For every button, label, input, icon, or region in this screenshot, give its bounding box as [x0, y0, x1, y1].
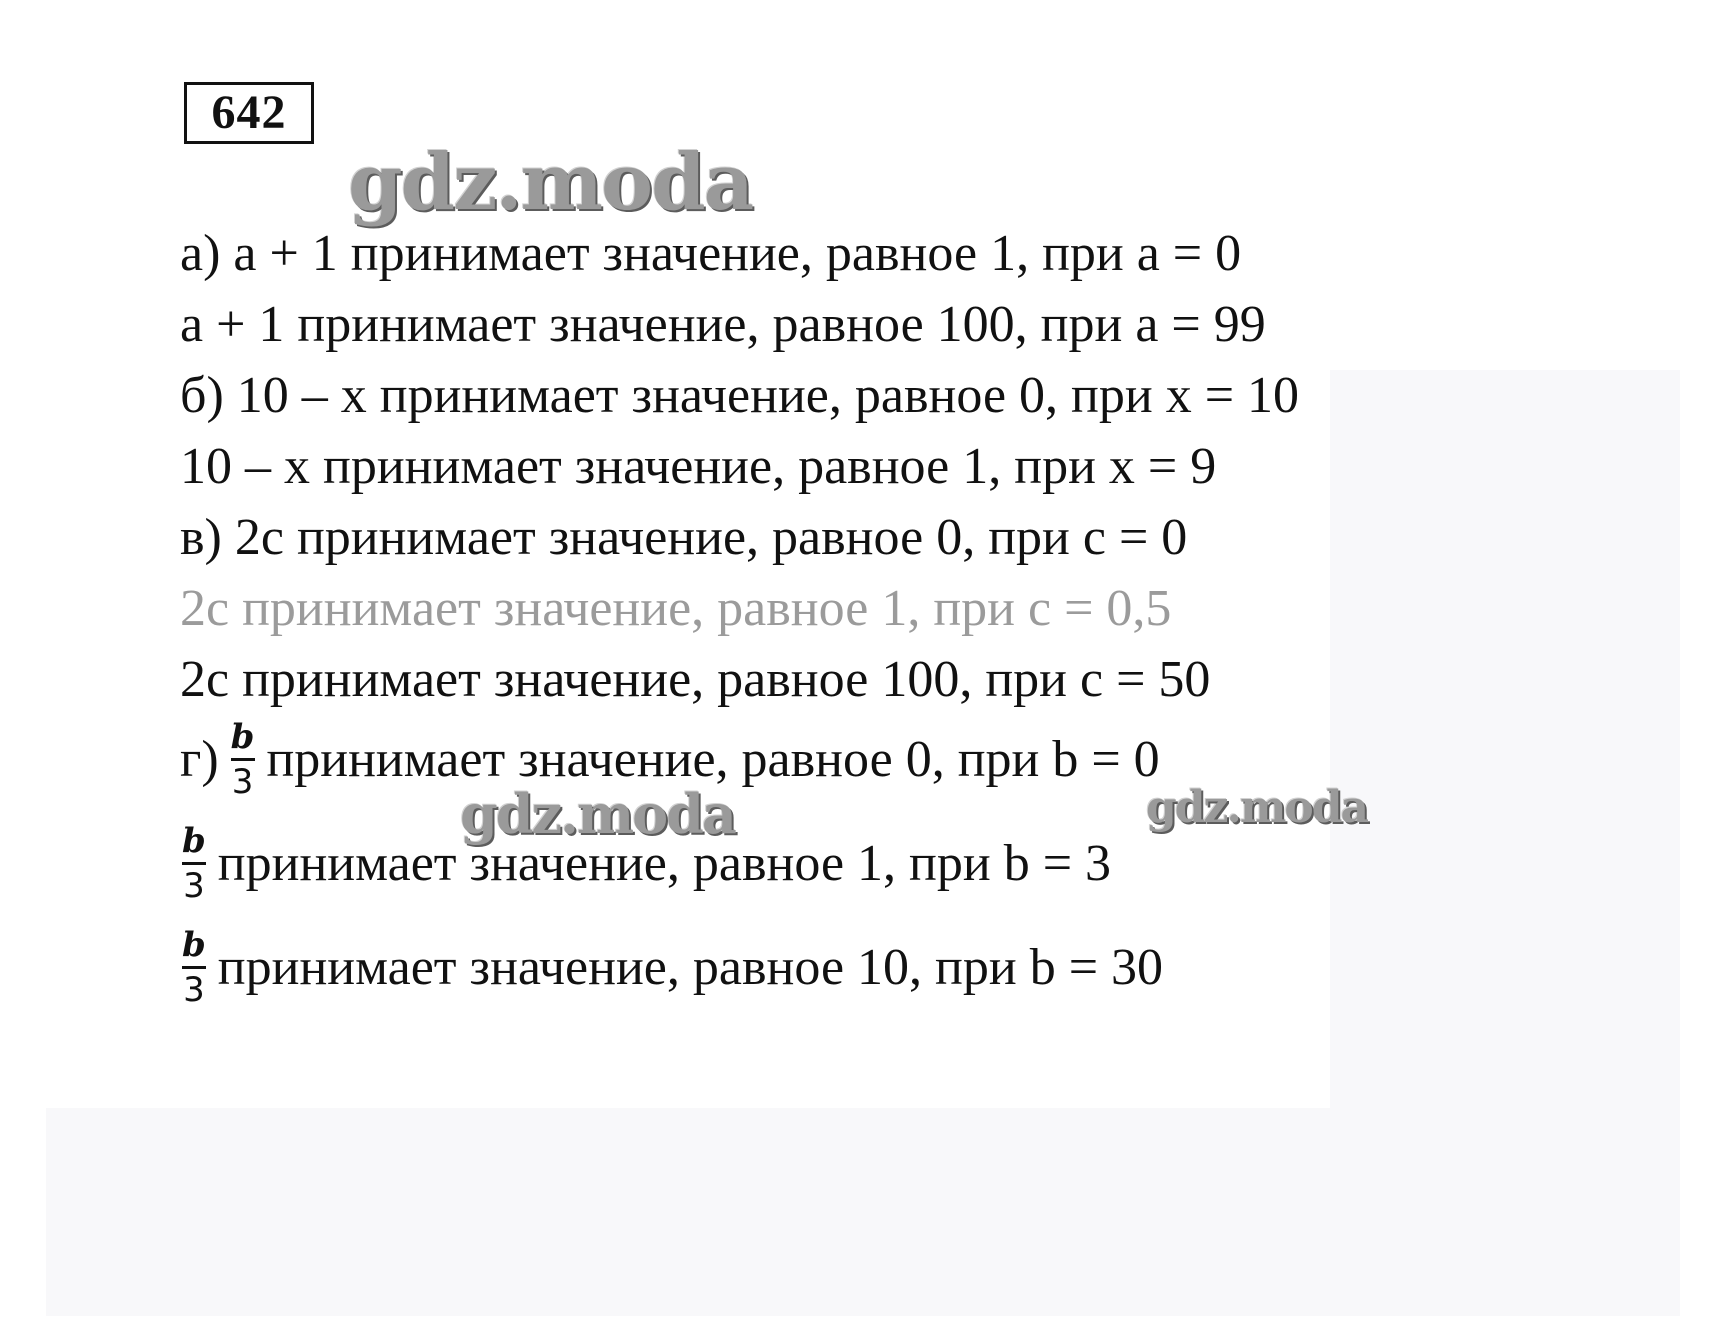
problem-number: 642	[184, 82, 314, 144]
fraction-numerator: b	[182, 925, 206, 965]
fraction-b-over-3	[180, 926, 208, 1009]
fraction-denominator: 3	[183, 866, 205, 906]
fraction-denominator: 3	[231, 762, 254, 802]
answer-line-g3	[180, 926, 1163, 1009]
answer-line-a2: а + 1 принимает значение, равное 100, при а = 99	[180, 296, 1266, 353]
fraction-bar	[231, 758, 255, 761]
answer-line-b2: 10 – х принимает значение, равное 1, при х = 9	[180, 438, 1217, 495]
answer-text-g1: принимает значение, равное 0, при b = 0	[266, 730, 1160, 788]
fraction-bar	[182, 862, 206, 865]
shade-right	[1330, 370, 1680, 1110]
answer-prefix-g: г)	[180, 731, 219, 788]
fraction-numerator: b	[230, 717, 255, 757]
answer-line-v3: 2с принимает значение, равное 100, при с = 50	[180, 651, 1211, 708]
fraction-denominator: 3	[183, 970, 205, 1010]
answer-line-v1: в) 2с принимает значение, равное 0, при с = 0	[180, 509, 1188, 566]
answer-line-v2: 2с принимает значение, равное 1, при с = 0,5	[180, 580, 1172, 637]
fraction-b-over-3	[180, 822, 208, 905]
answer-line-a1: а) а + 1 принимает значение, равное 1, при а = 0	[180, 225, 1242, 282]
shade-bottom	[46, 1108, 1680, 1316]
answer-line-b1: б) 10 – х принимает значение, равное 0, при х = 10	[180, 367, 1300, 424]
watermark-logo: gdz.moda	[1146, 782, 1368, 833]
fraction-bar	[182, 966, 206, 969]
answer-text-g2: принимает значение, равное 1, при b = 3	[217, 834, 1112, 892]
watermark-logo: gdz.moda	[460, 782, 735, 846]
fraction-numerator: b	[182, 821, 206, 861]
fraction-b-over-3	[229, 718, 257, 801]
watermark-logo: gdz.moda	[348, 137, 753, 228]
answer-text-g3: принимает значение, равное 10, при b = 30	[217, 938, 1164, 996]
